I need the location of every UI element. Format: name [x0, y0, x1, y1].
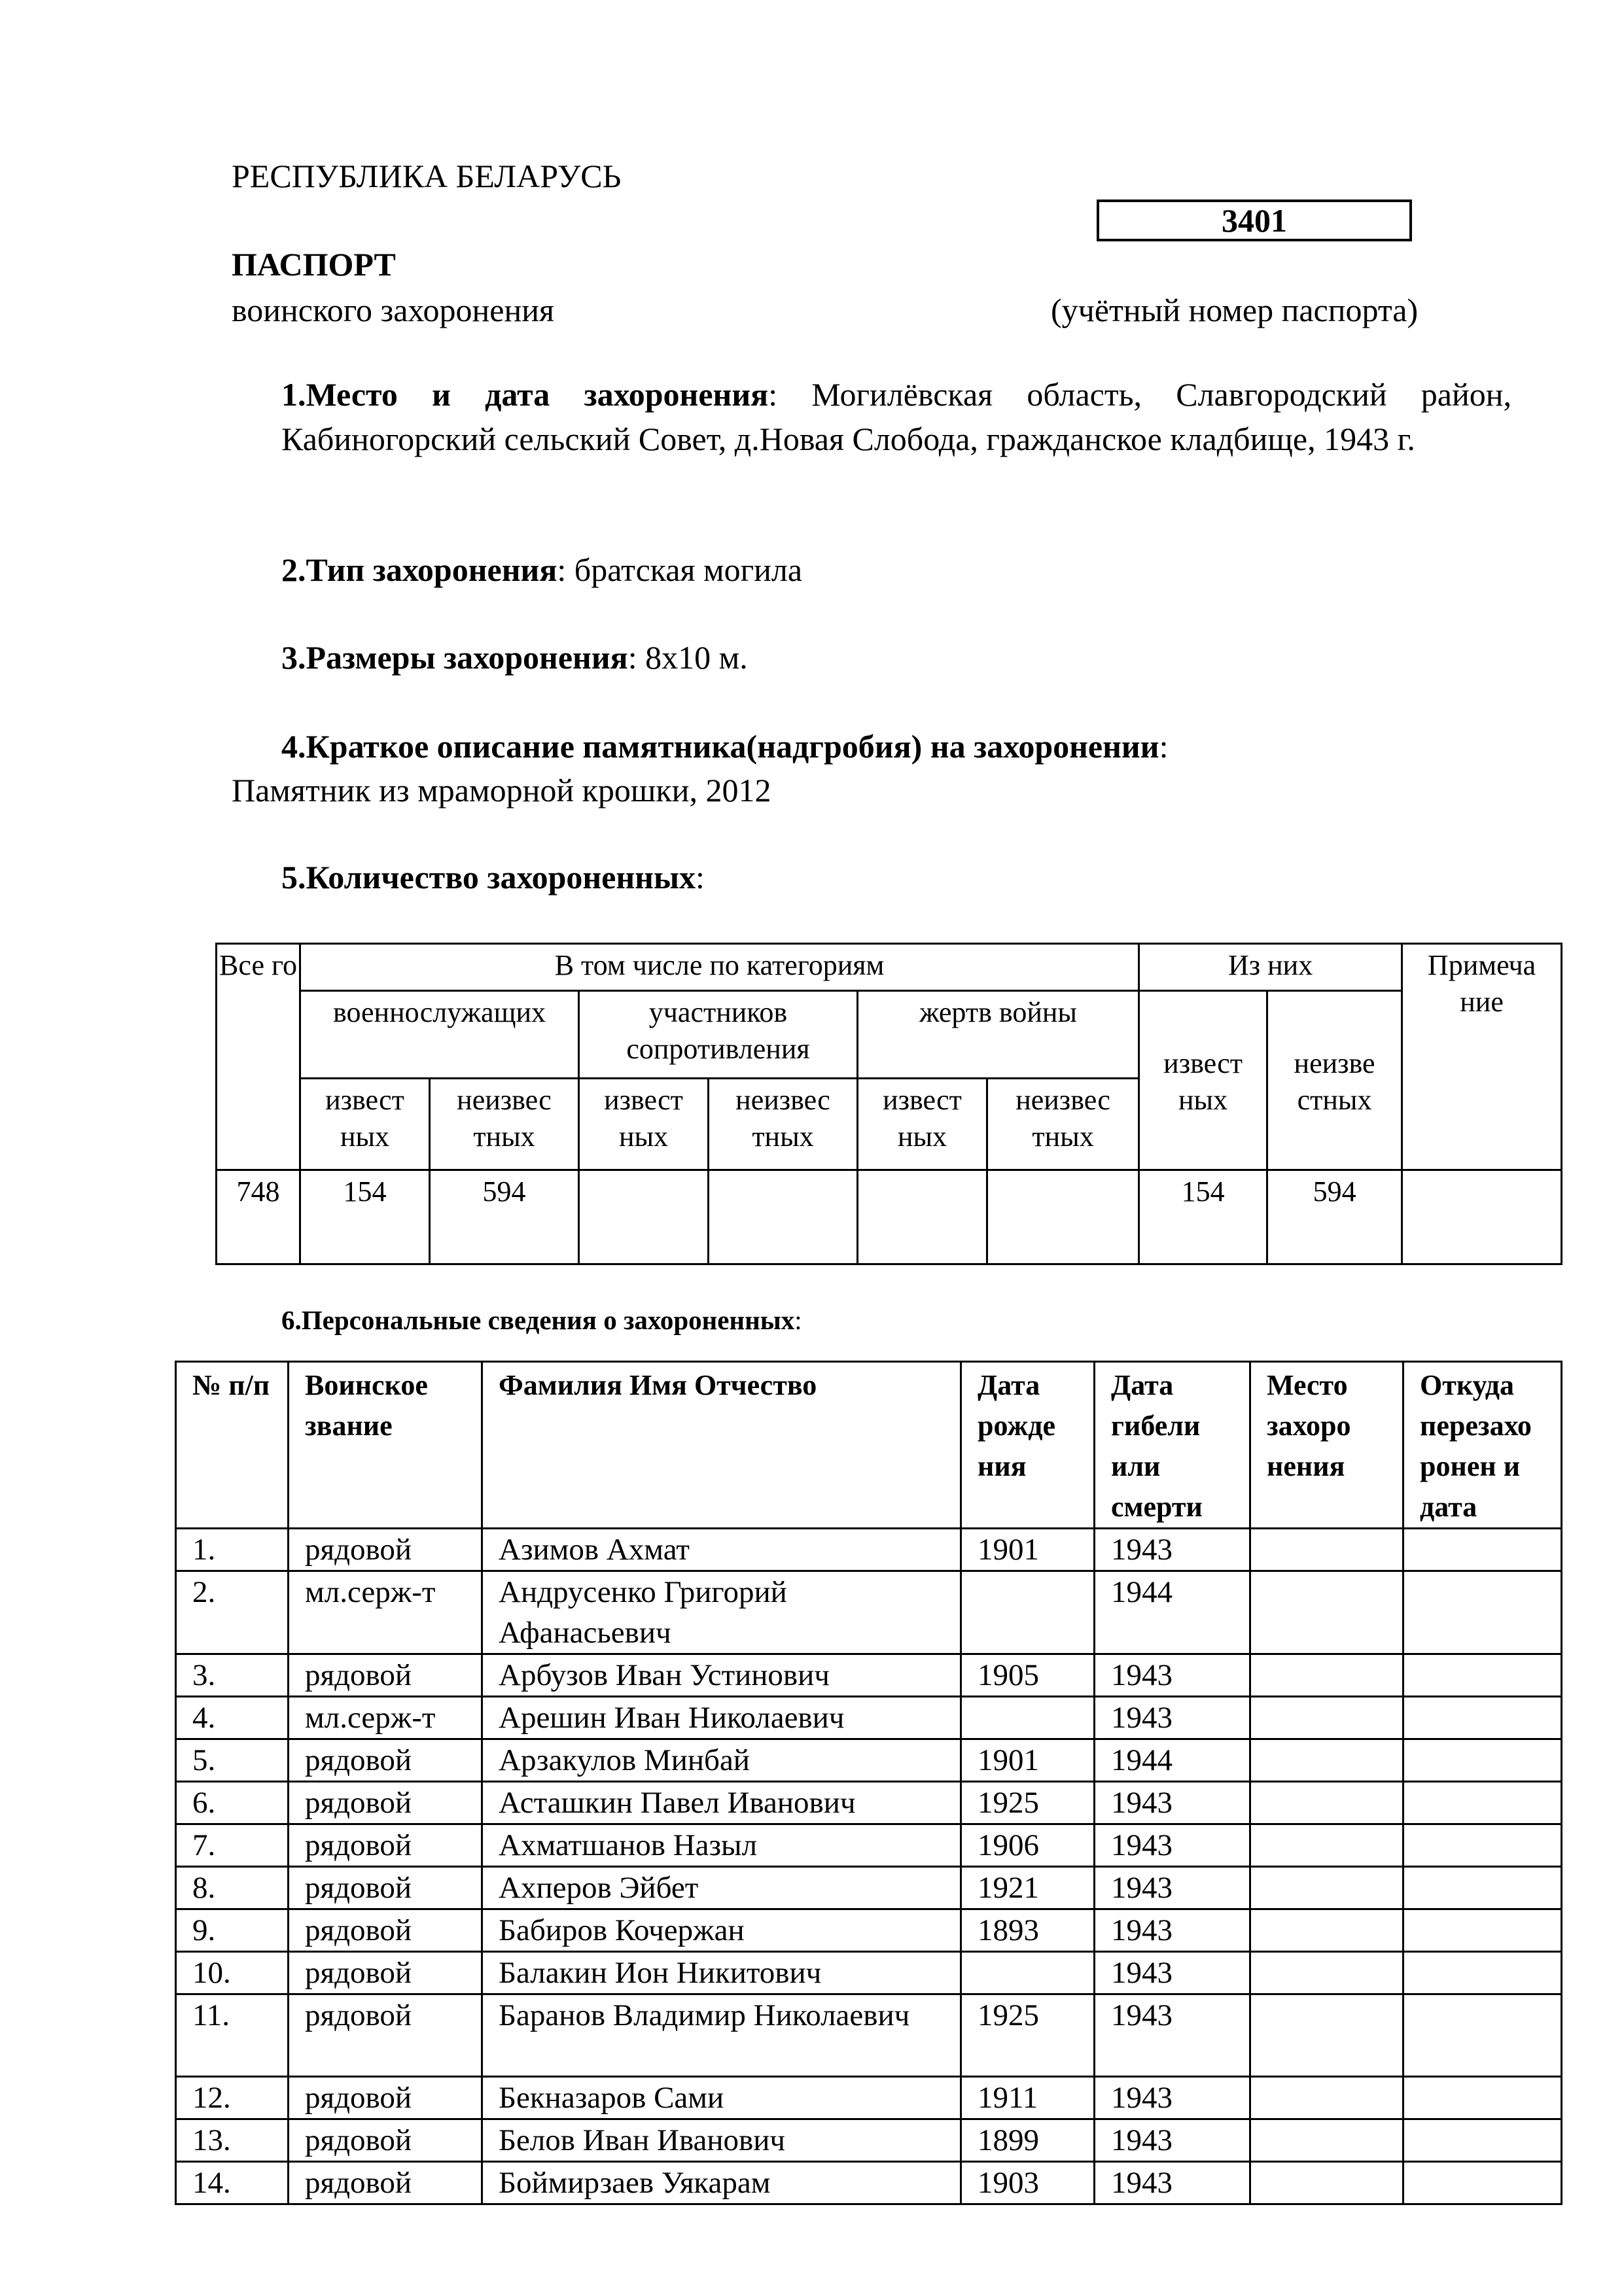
row-full-name: Азимов Ахмат — [482, 1529, 961, 1571]
count-victims-known — [858, 1170, 987, 1264]
row-rank: мл.серж-т — [289, 1571, 482, 1654]
section-label: 3.Размеры захоронения — [281, 639, 628, 676]
table-row — [176, 1909, 1562, 1952]
row-birth-year — [961, 1697, 1095, 1739]
row-death-year: 1943 — [1095, 2162, 1250, 2204]
header-military: военнослужащих — [300, 991, 579, 1079]
table-row — [176, 1994, 1562, 2077]
header-reburied-from: Откуда перезахо ронен и дата — [1403, 1362, 1562, 1529]
section-burial-type — [281, 548, 1511, 592]
row-birth-year: 1901 — [961, 1529, 1095, 1571]
personal-table-body — [176, 1529, 1562, 2204]
row-full-name: Асташкин Павел Иванович — [482, 1782, 961, 1824]
row-burial-place — [1250, 1654, 1403, 1697]
section-value: : Могилёвская область, Славгородский район, Кабиногорский сельский Совет, д.Новая Слобода, гражданское кладбище, 1943 г. — [281, 376, 1511, 457]
row-reburied-from — [1403, 1571, 1562, 1654]
row-rank: рядовой — [289, 1952, 482, 1994]
header-victims-known: извест ных — [858, 1079, 987, 1170]
count-military-known: 154 — [300, 1170, 430, 1264]
section-label: 4.Краткое описание памятника(надгробия) на захоронении — [281, 728, 1159, 765]
row-death-year: 1943 — [1095, 1994, 1250, 2077]
row-rank: рядовой — [289, 2119, 482, 2162]
row-number: 3. — [176, 1654, 289, 1697]
row-birth-year: 1903 — [961, 2162, 1095, 2204]
section-value: : братская могила — [557, 551, 803, 588]
header-unknown-total: неизве стных — [1267, 991, 1402, 1170]
row-burial-place — [1250, 2119, 1403, 2162]
row-reburied-from — [1403, 1952, 1562, 1994]
row-burial-place — [1250, 1697, 1403, 1739]
row-full-name: Арбузов Иван Устинович — [482, 1654, 961, 1697]
country-heading: РЕСПУБЛИКА БЕЛАРУСЬ — [232, 158, 622, 194]
header-resistance-known: извест ных — [579, 1079, 709, 1170]
count-resistance-known — [579, 1170, 709, 1264]
header-total: Все го — [217, 944, 300, 1170]
header-by-category: В том числе по категориям — [300, 944, 1139, 991]
count-unknown: 594 — [1267, 1170, 1402, 1264]
header-death-date: Дата гибели или смерти — [1095, 1362, 1250, 1529]
monument-description-value: Памятник из мраморной крошки, 2012 — [232, 772, 771, 809]
row-full-name: Балакин Ион Никитович — [482, 1952, 961, 1994]
header-resistance-unknown: неизвес тных — [709, 1079, 858, 1170]
section-burial-count — [281, 855, 1511, 899]
section-burial-place-date — [281, 372, 1511, 461]
row-number: 8. — [176, 1867, 289, 1909]
table-row — [176, 2119, 1562, 2162]
section-colon: : — [1159, 728, 1169, 765]
row-death-year: 1943 — [1095, 1697, 1250, 1739]
row-number: 6. — [176, 1782, 289, 1824]
count-row — [217, 1170, 1562, 1264]
row-burial-place — [1250, 1909, 1403, 1952]
row-burial-place — [1250, 2162, 1403, 2204]
row-burial-place — [1250, 2077, 1403, 2119]
row-death-year: 1943 — [1095, 1654, 1250, 1697]
table-row — [176, 1529, 1562, 1571]
row-burial-place — [1250, 1867, 1403, 1909]
header-rank: Воинское звание — [289, 1362, 482, 1529]
row-death-year: 1943 — [1095, 1952, 1250, 1994]
row-death-year: 1943 — [1095, 1867, 1250, 1909]
count-resistance-unknown — [709, 1170, 858, 1264]
count-victims-unknown — [987, 1170, 1139, 1264]
row-full-name: Андрусенко Григорий Афанасьевич — [482, 1571, 961, 1654]
row-death-year: 1944 — [1095, 1739, 1250, 1782]
row-number: 2. — [176, 1571, 289, 1654]
row-full-name: Бекназаров Сами — [482, 2077, 961, 2119]
row-burial-place — [1250, 1571, 1403, 1654]
row-death-year: 1943 — [1095, 2119, 1250, 2162]
burial-count-table — [215, 943, 1562, 1265]
section-burial-size — [281, 635, 1511, 680]
table-row — [176, 1654, 1562, 1697]
row-reburied-from — [1403, 1529, 1562, 1571]
registration-number-caption: (учётный номер паспорта) — [1051, 292, 1419, 328]
row-burial-place — [1250, 1529, 1403, 1571]
row-reburied-from — [1403, 1697, 1562, 1739]
section-colon: : — [696, 859, 705, 896]
header-burial-place: Место захоро нения — [1250, 1362, 1403, 1529]
count-known: 154 — [1139, 1170, 1267, 1264]
row-full-name: Боймирзаев Уякарам — [482, 2162, 961, 2204]
row-reburied-from — [1403, 1782, 1562, 1824]
header-military-known: извест ных — [300, 1079, 430, 1170]
row-birth-year: 1921 — [961, 1867, 1095, 1909]
row-rank: рядовой — [289, 1782, 482, 1824]
row-rank: рядовой — [289, 1654, 482, 1697]
row-birth-year: 1901 — [961, 1739, 1095, 1782]
row-number: 7. — [176, 1824, 289, 1867]
row-rank: рядовой — [289, 1824, 482, 1867]
row-burial-place — [1250, 1824, 1403, 1867]
row-rank: рядовой — [289, 1739, 482, 1782]
row-burial-place — [1250, 1952, 1403, 1994]
row-full-name: Арзакулов Минбай — [482, 1739, 961, 1782]
row-number: 14. — [176, 2162, 289, 2204]
count-military-unknown: 594 — [430, 1170, 579, 1264]
row-full-name: Ахматшанов Назыл — [482, 1824, 961, 1867]
row-full-name: Баранов Владимир Николаевич — [482, 1994, 961, 2077]
row-birth-year: 1893 — [961, 1909, 1095, 1952]
table-row — [176, 2162, 1562, 2204]
header-full-name: Фамилия Имя Отчество — [482, 1362, 961, 1529]
section-label: 5.Количество захороненных — [281, 859, 696, 896]
header-victims-unknown: неизвес тных — [987, 1079, 1139, 1170]
header-birth-date: Дата рожде ния — [961, 1362, 1095, 1529]
table-row — [176, 1571, 1562, 1654]
row-rank: рядовой — [289, 1867, 482, 1909]
row-death-year: 1944 — [1095, 1571, 1250, 1654]
row-rank: рядовой — [289, 2077, 482, 2119]
section-personal-info — [281, 1302, 802, 1338]
row-birth-year: 1925 — [961, 1994, 1095, 2077]
row-death-year: 1943 — [1095, 2077, 1250, 2119]
row-birth-year: 1925 — [961, 1782, 1095, 1824]
row-reburied-from — [1403, 1739, 1562, 1782]
row-number: 5. — [176, 1739, 289, 1782]
row-rank: рядовой — [289, 1909, 482, 1952]
row-reburied-from — [1403, 1654, 1562, 1697]
header-number: № п/п — [176, 1362, 289, 1529]
row-reburied-from — [1403, 2077, 1562, 2119]
section-label: 2.Тип захоронения — [281, 551, 557, 588]
row-birth-year: 1899 — [961, 2119, 1095, 2162]
header-military-unknown: неизвес тных — [430, 1079, 579, 1170]
header-of-them: Из них — [1139, 944, 1402, 991]
row-burial-place — [1250, 1994, 1403, 2077]
row-full-name: Бабиров Кочержан — [482, 1909, 961, 1952]
row-birth-year — [961, 1952, 1095, 1994]
row-reburied-from — [1403, 1994, 1562, 2077]
row-burial-place — [1250, 1782, 1403, 1824]
table-row — [176, 1782, 1562, 1824]
row-reburied-from — [1403, 1867, 1562, 1909]
section-colon: : — [794, 1305, 802, 1335]
row-birth-year: 1911 — [961, 2077, 1095, 2119]
row-rank: рядовой — [289, 1529, 482, 1571]
row-rank: мл.серж-т — [289, 1697, 482, 1739]
section-value: : 8х10 м. — [627, 639, 748, 676]
row-rank: рядовой — [289, 1994, 482, 2077]
row-birth-year — [961, 1571, 1095, 1654]
header-note: Примеча ние — [1402, 944, 1562, 1170]
header-resistance: участников сопротивления — [579, 991, 858, 1079]
row-full-name: Арешин Иван Николаевич — [482, 1697, 961, 1739]
section-label: 1.Место и дата захоронения — [281, 376, 769, 413]
row-birth-year: 1906 — [961, 1824, 1095, 1867]
row-full-name: Белов Иван Иванович — [482, 2119, 961, 2162]
count-note — [1402, 1170, 1562, 1264]
table-row — [176, 1952, 1562, 1994]
row-full-name: Ахперов Эйбет — [482, 1867, 961, 1909]
document-title: ПАСПОРТ — [232, 246, 396, 283]
row-rank: рядовой — [289, 2162, 482, 2204]
row-number: 9. — [176, 1909, 289, 1952]
row-reburied-from — [1403, 2162, 1562, 2204]
row-reburied-from — [1403, 1824, 1562, 1867]
registration-number-box: 3401 — [1097, 200, 1412, 241]
row-reburied-from — [1403, 1909, 1562, 1952]
table-row — [176, 1867, 1562, 1909]
section-monument-description — [281, 724, 1511, 769]
count-total: 748 — [217, 1170, 300, 1264]
table-row — [176, 1739, 1562, 1782]
header-known-total: извест ных — [1139, 991, 1267, 1170]
row-death-year: 1943 — [1095, 1824, 1250, 1867]
table-row — [176, 1697, 1562, 1739]
row-death-year: 1943 — [1095, 1529, 1250, 1571]
row-number: 1. — [176, 1529, 289, 1571]
document-subtitle: воинского захоронения — [232, 292, 554, 328]
personal-info-table — [175, 1361, 1562, 2205]
row-burial-place — [1250, 1739, 1403, 1782]
row-death-year: 1943 — [1095, 1909, 1250, 1952]
row-birth-year: 1905 — [961, 1654, 1095, 1697]
table-row — [176, 1824, 1562, 1867]
row-number: 10. — [176, 1952, 289, 1994]
header-war-victims: жертв войны — [858, 991, 1139, 1079]
row-number: 13. — [176, 2119, 289, 2162]
row-number: 11. — [176, 1994, 289, 2077]
row-number: 12. — [176, 2077, 289, 2119]
table-row — [176, 2077, 1562, 2119]
row-reburied-from — [1403, 2119, 1562, 2162]
row-number: 4. — [176, 1697, 289, 1739]
row-death-year: 1943 — [1095, 1782, 1250, 1824]
section-label: 6.Персональные сведения о захороненных — [281, 1305, 795, 1335]
